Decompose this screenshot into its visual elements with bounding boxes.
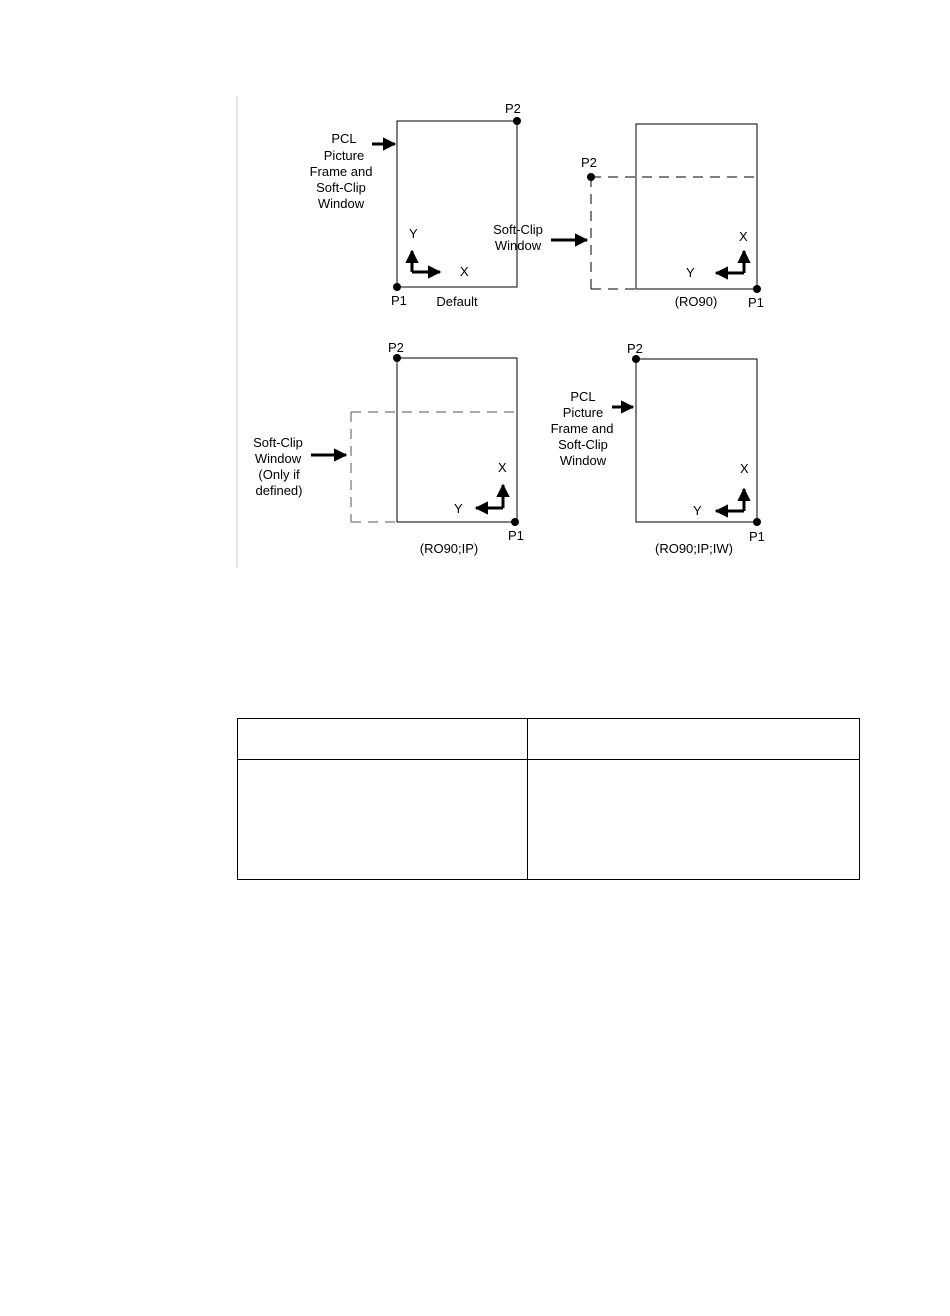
axis-label-y: Y <box>686 265 695 280</box>
callout-text <box>551 389 614 468</box>
p1-label: P1 <box>748 295 764 310</box>
p2-label: P2 <box>581 155 597 170</box>
picture-frame <box>397 121 517 287</box>
p2-point <box>513 117 521 125</box>
picture-frame <box>397 358 517 522</box>
svg-text:PCL: PCL <box>570 389 596 404</box>
axis-label-x: X <box>460 264 469 279</box>
axis-arrows <box>476 485 503 508</box>
table-cell <box>528 760 860 880</box>
svg-text:Frame and: Frame and <box>309 164 373 179</box>
axis-label-y: Y <box>454 501 463 516</box>
table-header-cell <box>528 719 860 760</box>
svg-text:Picture: Picture <box>323 148 365 163</box>
table-row <box>238 760 860 880</box>
table-header-cell <box>238 719 528 760</box>
panel-caption: (RO90;IP;IW) <box>654 541 734 556</box>
svg-text:Window: Window <box>254 451 302 466</box>
soft-clip-window-outline <box>351 412 517 522</box>
svg-text:Frame and: Frame and <box>550 421 614 436</box>
p2-label: P2 <box>627 341 643 356</box>
p2-point <box>587 173 595 181</box>
axis-arrows <box>412 251 440 272</box>
axis-label-x: X <box>740 461 749 476</box>
svg-text:Soft-Clip: Soft-Clip <box>558 437 608 452</box>
svg-text:Window: Window <box>317 196 365 211</box>
p1-label: P1 <box>749 529 765 544</box>
panel-ro90 <box>493 124 764 310</box>
panel-caption: (RO90) <box>674 294 718 309</box>
axis-arrows <box>716 489 744 511</box>
table-cell <box>238 760 528 880</box>
p2-point <box>632 355 640 363</box>
panel-caption: (RO90;IP) <box>419 541 479 556</box>
picture-frame <box>636 124 757 289</box>
p1-point <box>753 518 761 526</box>
axis-label-x: X <box>498 460 507 475</box>
svg-text:Window: Window <box>494 238 542 253</box>
panel-ro90-ip-iw <box>551 341 765 556</box>
svg-text:PCL: PCL <box>331 131 357 146</box>
svg-text:Window: Window <box>559 453 607 468</box>
callout-text <box>253 435 303 498</box>
table-header-row <box>238 719 860 760</box>
p1-point <box>393 283 401 291</box>
p1-label: P1 <box>508 528 524 543</box>
svg-text:defined): defined) <box>255 483 303 498</box>
p2-label: P2 <box>505 101 521 116</box>
svg-text:Picture: Picture <box>562 405 604 420</box>
p1-label: P1 <box>391 293 407 308</box>
p2-point <box>393 354 401 362</box>
svg-text:Soft-Clip: Soft-Clip <box>316 180 366 195</box>
axis-label-y: Y <box>409 226 418 241</box>
callout-text <box>310 131 373 211</box>
panel-default <box>310 101 521 309</box>
p1-point <box>511 518 519 526</box>
svg-text:Soft-Clip: Soft-Clip <box>253 435 303 450</box>
svg-text:(Only if: (Only if <box>258 467 300 482</box>
axis-label-y: Y <box>693 503 702 518</box>
panel-ro90-ip <box>253 340 524 556</box>
soft-clip-window-figure <box>0 0 950 600</box>
axis-label-x: X <box>739 229 748 244</box>
panel-caption: Default <box>436 294 478 309</box>
callout-text <box>493 222 543 253</box>
axis-arrows <box>716 251 744 273</box>
p1-point <box>753 285 761 293</box>
picture-frame <box>636 359 757 522</box>
empty-table <box>237 718 860 880</box>
p2-label: P2 <box>388 340 404 355</box>
svg-text:Soft-Clip: Soft-Clip <box>493 222 543 237</box>
